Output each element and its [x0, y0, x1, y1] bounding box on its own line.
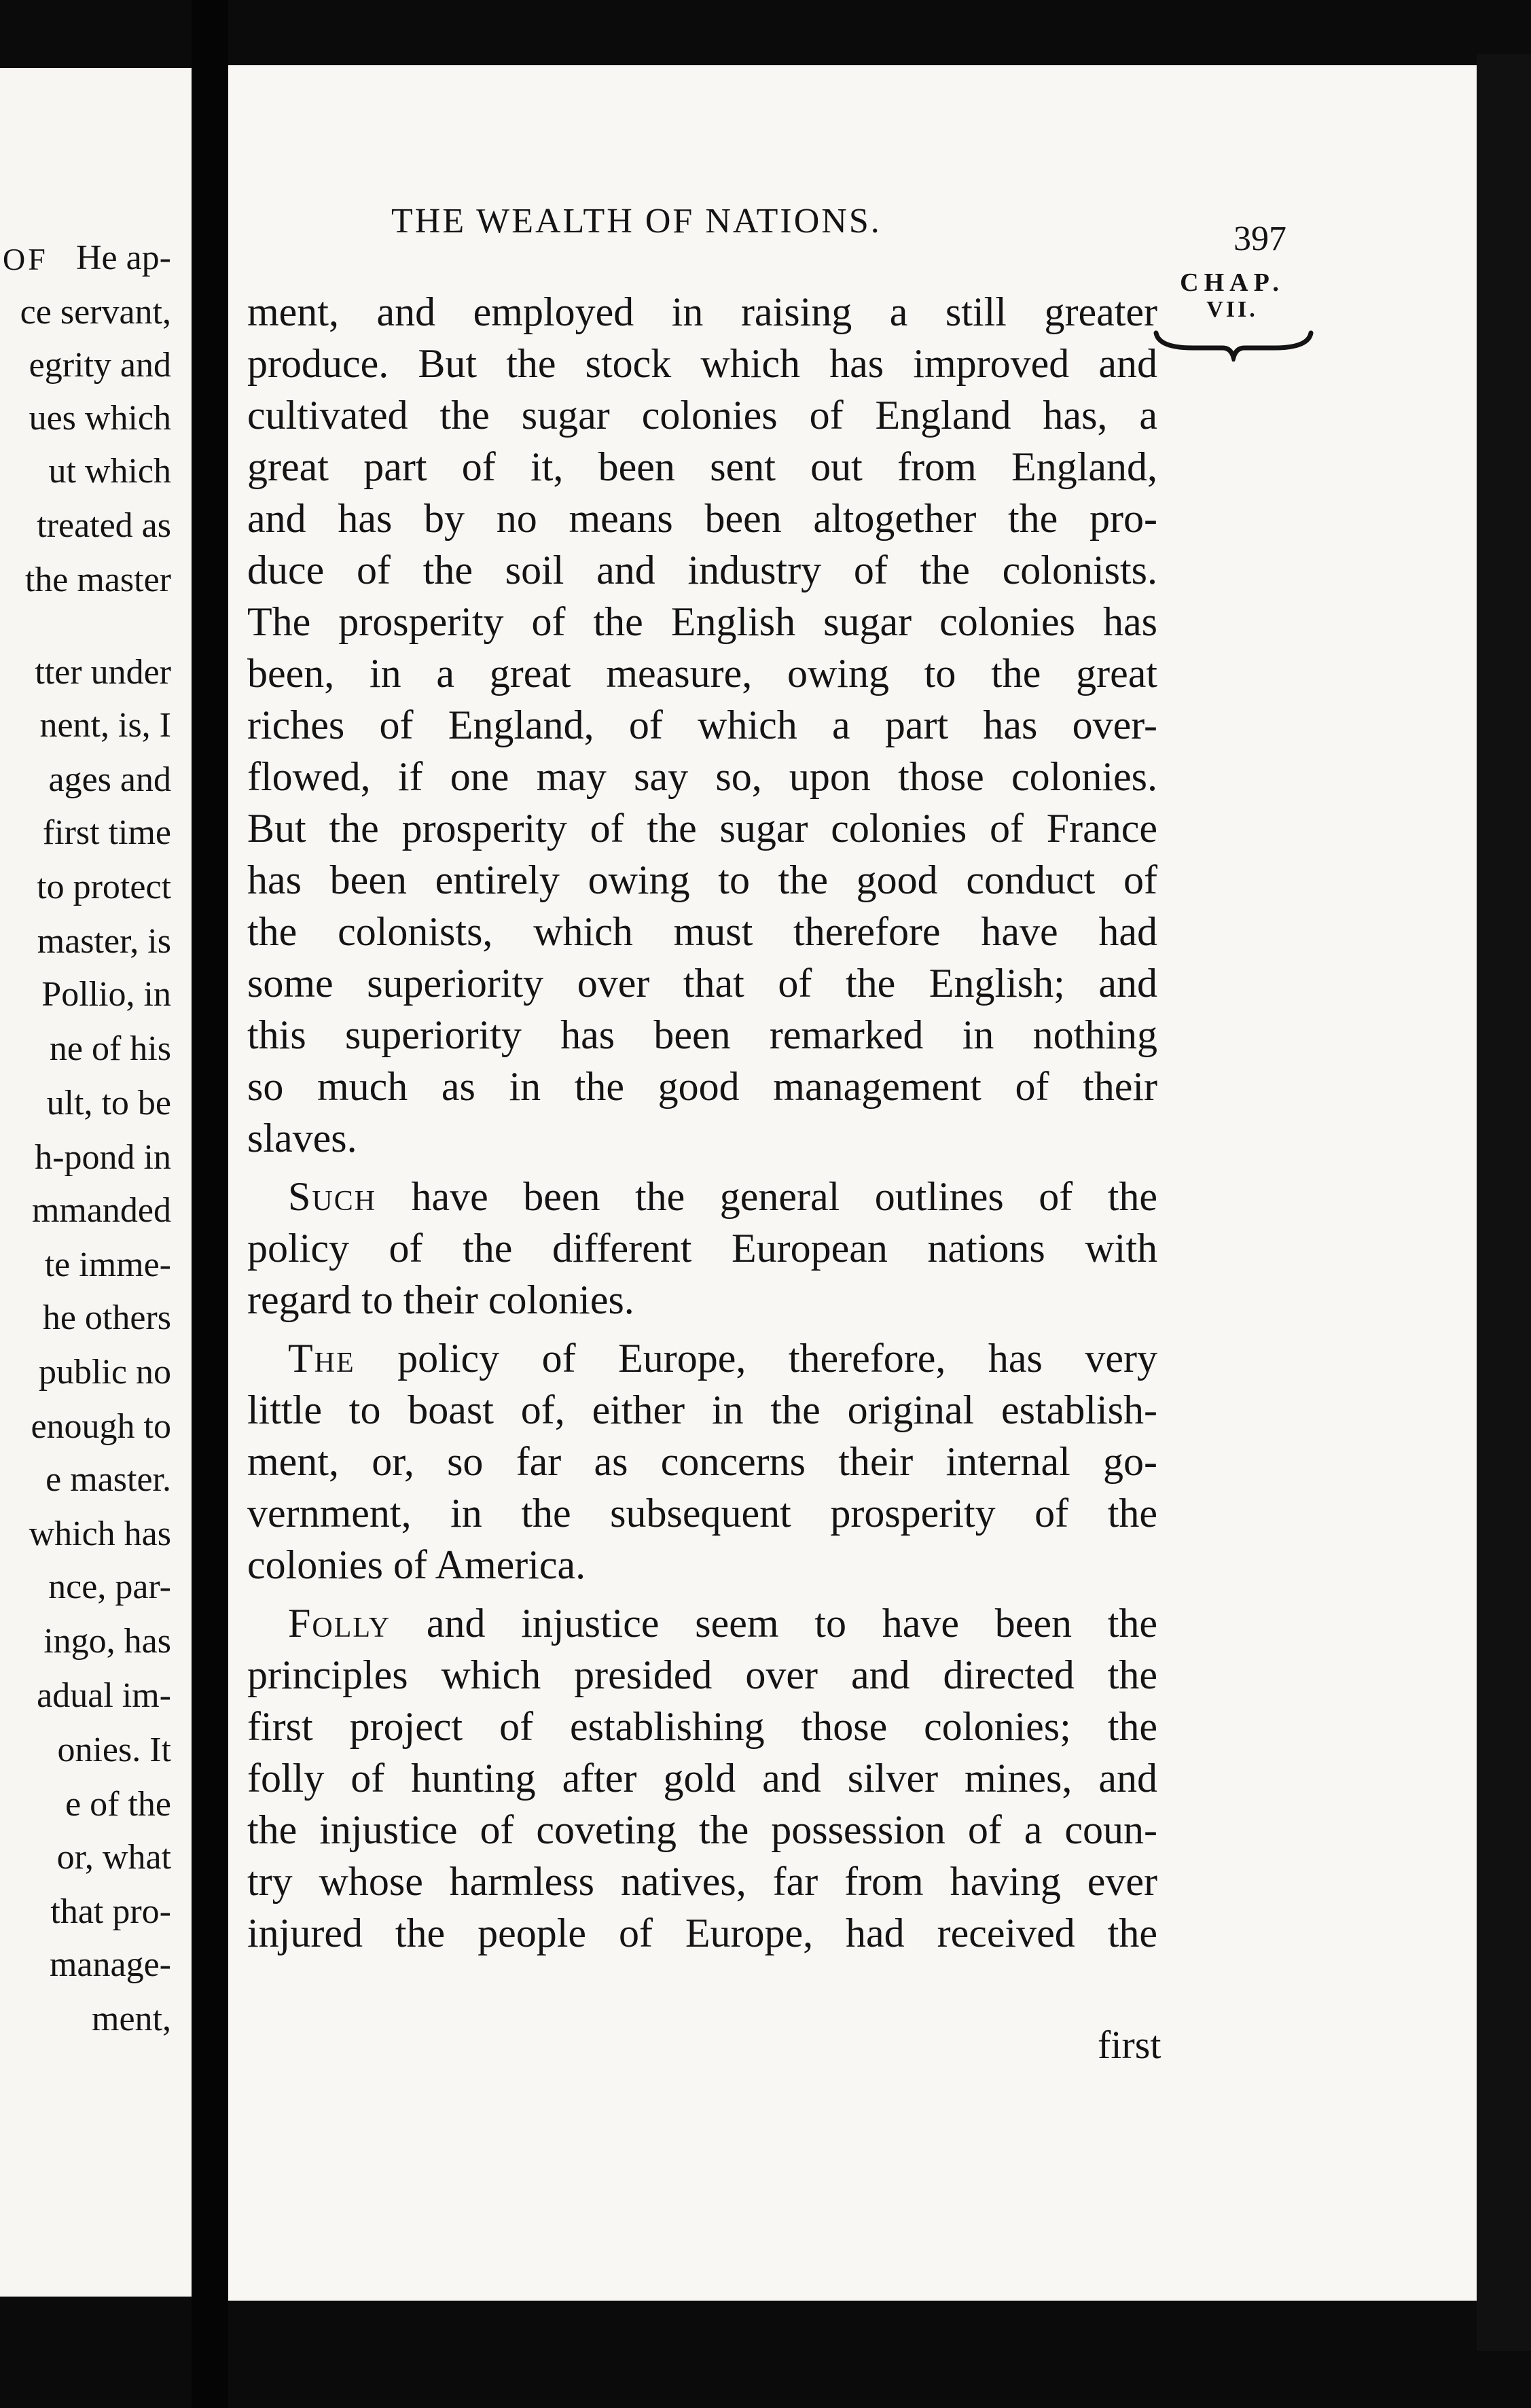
right-page — [228, 65, 1477, 2301]
left-page-line: ment, — [92, 2000, 171, 2038]
left-page-line: enough to — [31, 1407, 171, 1446]
left-page-line: Pollio, in — [41, 975, 171, 1014]
body-text-line: ment, or, so far as concerns their internal go- — [247, 1439, 1157, 1484]
left-page-line: ues which — [29, 399, 171, 438]
paragraph-opener: Such — [288, 1174, 377, 1219]
left-page-line: He ap- — [75, 238, 171, 277]
left-page — [0, 68, 192, 2297]
left-page-line: ingo, has — [43, 1622, 171, 1661]
body-text-line: But the prosperity of the sugar colonies of France — [247, 806, 1157, 851]
body-text-line-rest: policy of Europe, therefore, has very — [355, 1336, 1157, 1381]
body-text-line: injured the people of Europe, had received the — [247, 1911, 1157, 1955]
body-text-line: cultivated the sugar colonies of England has, a — [247, 393, 1157, 438]
left-page-line: ut which — [48, 452, 171, 491]
left-page-line: adual im- — [37, 1676, 171, 1715]
paragraph-opener: Folly — [288, 1601, 391, 1646]
left-page-line: ne of his — [49, 1029, 171, 1068]
body-text-line: principles which presided over and directed the — [247, 1652, 1157, 1697]
left-page-line: onies. It — [57, 1731, 171, 1769]
left-page-line: mmanded — [31, 1191, 171, 1230]
left-page-line: which has — [29, 1515, 171, 1553]
body-text-line: and has by no means been altogether the pro- — [247, 496, 1157, 541]
left-page-line: egrity and — [29, 346, 171, 385]
body-text-line: flowed, if one may say so, upon those colonies. — [247, 754, 1157, 799]
page-number: 397 — [1233, 219, 1286, 258]
body-text-line: regard to their colonies. — [247, 1277, 634, 1322]
catchword: first — [1098, 2023, 1161, 2067]
body-text-line: the injustice of coveting the possession of a coun- — [247, 1807, 1157, 1852]
body-text-line: first project of establishing those colonies; the — [247, 1704, 1157, 1749]
left-page-line: e of the — [65, 1785, 171, 1824]
body-text-line: slaves. — [247, 1116, 357, 1161]
body-text-line: been, in a great measure, owing to the great — [247, 651, 1157, 696]
left-page-line: first time — [42, 813, 171, 852]
body-text-line: riches of England, of which a part has over- — [247, 703, 1157, 747]
chapter-brace-icon — [1152, 327, 1315, 361]
book-gutter — [192, 0, 228, 2408]
body-text-line: try whose harmless natives, far from having ever — [247, 1859, 1157, 1904]
body-text-line — [247, 1174, 1157, 1219]
scan-edge — [1477, 54, 1531, 2351]
left-page-line: the master — [24, 561, 171, 599]
body-text-line — [247, 1601, 1157, 1646]
body-text-line: policy of the different European nations with — [247, 1226, 1157, 1271]
body-text-line: the colonists, which must therefore have had — [247, 909, 1157, 954]
body-text-line: colonies of America. — [247, 1542, 586, 1587]
left-page-line: ult, to be — [46, 1084, 171, 1122]
left-page-line: he others — [42, 1298, 171, 1337]
left-page-line: public no — [39, 1353, 171, 1392]
body-text-line: folly of hunting after gold and silver mines, and — [247, 1756, 1157, 1801]
left-page-line: nent, is, I — [39, 706, 171, 745]
body-text-line-rest: have been the general outlines of the — [376, 1174, 1157, 1219]
chapter-label: CHAP. — [1180, 268, 1284, 297]
left-running-head-fragment: OF — [3, 242, 48, 277]
left-page-line: nce, par- — [48, 1568, 171, 1606]
body-text-line: great part of it, been sent out from England, — [247, 444, 1157, 489]
body-text-line — [247, 1336, 1157, 1381]
body-text-line: The prosperity of the English sugar colonies has — [247, 599, 1157, 644]
running-head: THE WEALTH OF NATIONS. — [391, 202, 882, 241]
left-page-line: ce servant, — [20, 293, 171, 332]
left-page-line: master, is — [37, 922, 171, 961]
left-page-line: e master. — [46, 1460, 171, 1499]
left-page-line: manage- — [49, 1945, 171, 1984]
chapter-number: VII. — [1206, 297, 1258, 322]
body-text-line: so much as in the good management of their — [247, 1064, 1157, 1109]
body-text-line: some superiority over that of the English; and — [247, 961, 1157, 1006]
body-text-line: duce of the soil and industry of the colonists. — [247, 548, 1157, 592]
left-page-line: ages and — [48, 760, 171, 799]
body-text-line: ment, and employed in raising a still greater — [247, 289, 1157, 334]
body-text-line: has been entirely owing to the good conduct of — [247, 857, 1157, 902]
left-page-line: to protect — [37, 868, 171, 906]
body-text-line: little to boast of, either in the original establish- — [247, 1387, 1157, 1432]
left-page-line: tter under — [35, 653, 171, 692]
body-text-line: this superiority has been remarked in nothing — [247, 1012, 1157, 1057]
paragraph-opener: The — [288, 1336, 355, 1381]
body-text-line-rest: and injustice seem to have been the — [391, 1601, 1157, 1646]
body-text-line: vernment, in the subsequent prosperity of the — [247, 1491, 1157, 1536]
left-page-line: h-pond in — [35, 1138, 171, 1177]
left-page-line: treated as — [37, 506, 171, 545]
left-page-line: or, what — [56, 1838, 171, 1877]
body-text-line: produce. But the stock which has improved and — [247, 341, 1157, 386]
left-page-line: te imme- — [44, 1245, 171, 1284]
left-page-line: that pro- — [50, 1892, 171, 1931]
